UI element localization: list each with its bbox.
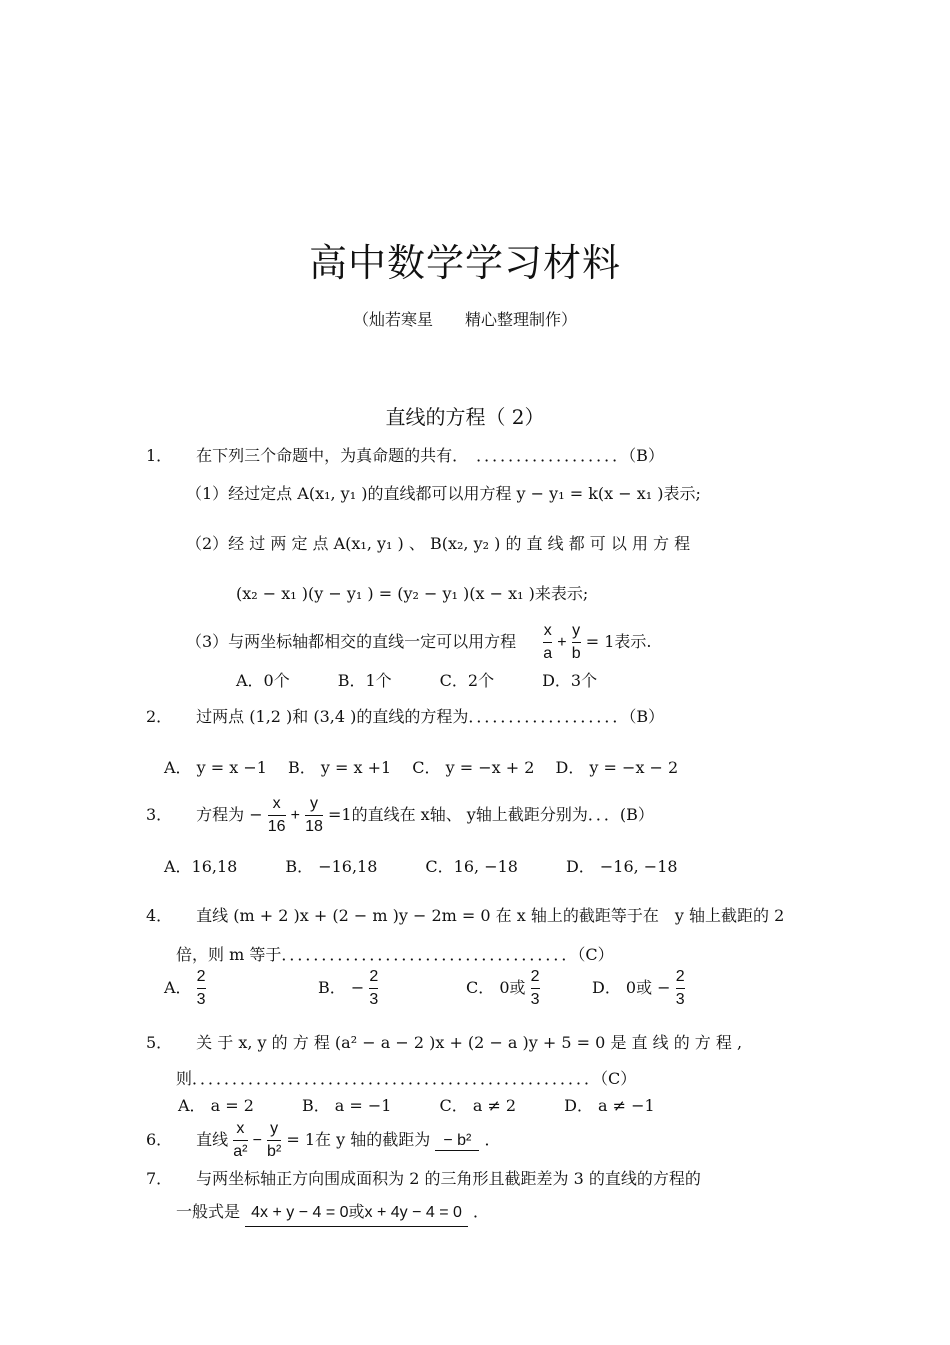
- q1-p3-text: （3）与两坐标轴都相交的直线一定可以用方程: [186, 632, 517, 651]
- q1-p3-fraction-y: [572, 620, 581, 665]
- q7-end: ．: [473, 1202, 490, 1221]
- q3-fraction-x: [268, 793, 286, 838]
- numerator: x: [272, 795, 281, 812]
- document-subtitle: （灿若寒星 精心整理制作）: [352, 310, 577, 329]
- numerator: y: [270, 1120, 279, 1137]
- denominator: a²: [233, 1140, 247, 1163]
- q6-answer-blank: − b²: [435, 1132, 479, 1151]
- q3-text: 3． 方程为 −: [146, 805, 263, 824]
- numerator: x: [543, 622, 552, 639]
- plus-sign: +: [290, 807, 301, 824]
- q1-proposition-3: [186, 620, 651, 665]
- numerator: y: [572, 622, 581, 639]
- q4-stem-line2: 倍，则 m 等于．．．．．．．．．．．．．．．．．．．．．．．．．．．．．．．．．．．．（C）: [176, 945, 614, 964]
- q3-stem: [146, 793, 654, 838]
- denominator: 18: [305, 815, 323, 838]
- q4-option-b: [318, 966, 378, 1011]
- q1-proposition-2-equation: (x₂ − x₁ )(y − y₁ ) = (y₂ − y₁ )(x − x₁ )来表示;: [236, 584, 589, 603]
- numerator: 2: [369, 968, 379, 985]
- q6-stem: [146, 1118, 500, 1163]
- q3-fraction-y: [305, 793, 323, 838]
- q6-text: 6． 直线: [146, 1130, 229, 1149]
- q3-options: A．16,18 B． −16,18 C．16, −18 D． −16, −18: [164, 857, 678, 876]
- numerator: 2: [530, 968, 540, 985]
- q6-tail: = 1在 y 轴的截距为: [286, 1130, 431, 1149]
- fraction: [369, 966, 378, 1011]
- q4-option-c: [466, 966, 540, 1011]
- numerator: 2: [196, 968, 206, 985]
- q1-proposition-2: （2）经 过 两 定 点 A(x₁, y₁ ) 、 B(x₂, y₂ ) 的 直 线 都 可 以 用 方 程: [186, 534, 691, 553]
- q6-end: ．: [484, 1130, 501, 1149]
- q7-text: 一般式是: [176, 1202, 241, 1221]
- q1-options: A．0个 B．1个 C．2个 D．3个: [236, 671, 598, 690]
- q7-answer-blank: 4x + y − 4 = 0或x + 4y − 4 = 0: [245, 1199, 468, 1227]
- option-label: A．: [164, 978, 192, 997]
- q4-option-a: [164, 966, 206, 1011]
- q1-stem: 1． 在下列三个命题中，为真命题的共有． ．．．．．．．．．．．．．．．．．．（B）: [146, 446, 664, 465]
- q4-option-d: [592, 966, 685, 1011]
- q1-p3-tail: = 1表示.: [585, 632, 652, 651]
- q3-tail: =1的直线在 x轴、 y轴上截距分别为．．．(B）: [328, 805, 654, 824]
- q7-stem: 7． 与两坐标轴正方向围成面积为 2 的三角形且截距差为 3 的直线的方程的: [146, 1169, 701, 1188]
- q6-fraction-x: [233, 1118, 247, 1163]
- q5-stem-line1: 5． 关 于 x, y 的 方 程 (a² − a − 2 )x + (2 − a )y + 5 = 0 是 直 线 的 方 程 ,: [146, 1033, 743, 1052]
- q1-p3-fraction-x: [543, 620, 552, 665]
- fraction: [676, 966, 685, 1011]
- minus-sign: −: [252, 1132, 262, 1149]
- denominator: 16: [268, 815, 286, 838]
- fraction: [197, 966, 206, 1011]
- document-title: 高中数学学习材料: [308, 241, 621, 285]
- q5-stem-line2: 则．．．．．．．．．．．．．．．．．．．．．．．．．．．．．．．．．．．．．．．．．．．．．．．．．．（C）: [176, 1069, 637, 1088]
- section-heading: 直线的方程（ 2）: [385, 405, 545, 429]
- fraction: [531, 966, 540, 1011]
- denominator: 3: [197, 988, 206, 1011]
- denominator: 3: [531, 988, 540, 1011]
- numerator: 2: [675, 968, 685, 985]
- q5-options: A． a = 2 B． a = −1 C． a ≠ 2 D． a ≠ −1: [178, 1096, 655, 1115]
- denominator: 3: [369, 988, 378, 1011]
- q6-fraction-y: [267, 1118, 281, 1163]
- q2-stem: 2． 过两点 (1,2 )和 (3,4 )的直线的方程为．．．．．．．．．．．．．．．．．．．（B）: [146, 707, 665, 726]
- denominator: b²: [267, 1140, 281, 1163]
- denominator: b: [572, 642, 581, 665]
- q2-options: A． y = x −1 B． y = x +1 C． y = −x + 2 D． y = −x − 2: [164, 758, 679, 777]
- option-label: C． 0或: [466, 978, 526, 997]
- denominator: a: [543, 642, 552, 665]
- option-label: B． −: [318, 978, 365, 997]
- q4-stem-line1: 4． 直线 (m + 2 )x + (2 − m )y − 2m = 0 在 x 轴上的截距等于在 y 轴上截距的 2: [146, 906, 785, 925]
- plus-sign: +: [557, 634, 567, 651]
- q7-answer-line: [176, 1199, 489, 1227]
- denominator: 3: [676, 988, 685, 1011]
- numerator: x: [236, 1120, 245, 1137]
- option-label: D． 0或 −: [592, 978, 671, 997]
- numerator: y: [310, 795, 318, 812]
- q1-proposition-1: （1）经过定点 A(x₁, y₁ )的直线都可以用方程 y − y₁ = k(x − x₁ )表示;: [186, 484, 701, 503]
